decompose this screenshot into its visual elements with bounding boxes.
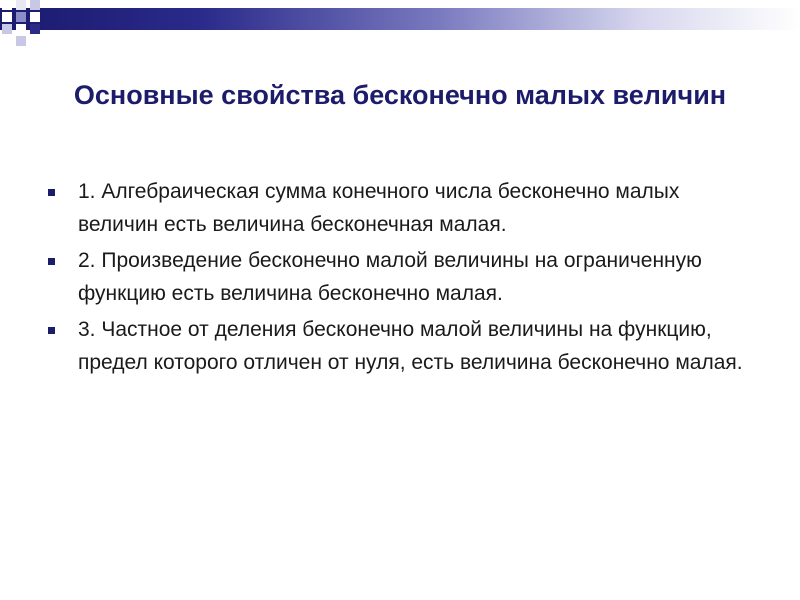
list-item-text: 2. Произведение бесконечно малой величины на ограниченную функцию есть величина бесконечно малая. <box>78 249 702 305</box>
bullet-list <box>46 176 746 383</box>
list-item <box>46 176 746 241</box>
square-bullet-icon <box>48 189 55 196</box>
list-item-text: 3. Частное от деления бесконечно малой величины на функцию, предел которого отличен от нуля, есть величина бесконечно малая. <box>78 318 743 374</box>
square-bullet-icon <box>48 327 55 334</box>
header-gradient-bar <box>0 8 800 30</box>
square-bullet-icon <box>48 258 55 265</box>
list-item <box>46 245 746 310</box>
list-item-text: 1. Алгебраическая сумма конечного числа бесконечно малых величин есть величина бесконечная малая. <box>78 180 680 236</box>
list-item <box>46 314 746 379</box>
slide-title: Основные свойства бесконечно малых величин <box>73 80 727 111</box>
